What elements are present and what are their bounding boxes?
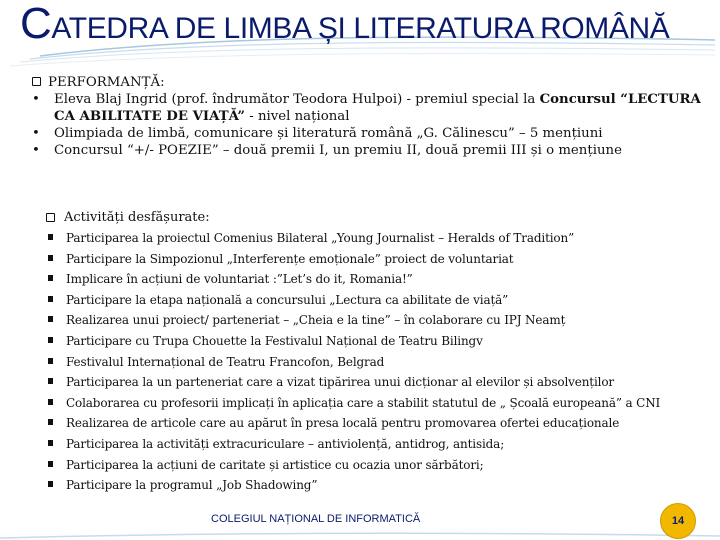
performance-heading: [32, 74, 702, 91]
activities-heading: [46, 209, 210, 226]
title-first-letter: C: [20, 0, 52, 48]
activity-text: Festivalul Internațional de Teatru Francofon, Belgrad: [66, 354, 385, 369]
footer-swoosh-decoration: [0, 530, 720, 540]
checkbox-bullet-icon: [46, 213, 55, 222]
page-number-badge: [660, 503, 696, 539]
list-item: [46, 435, 660, 456]
performance-section: [32, 74, 702, 159]
square-bullet-icon: [48, 399, 53, 405]
square-bullet-icon: [48, 440, 53, 446]
list-item: [46, 291, 660, 312]
activity-text: Participarea la un parteneriat care a vizat tipărirea unui dicționar al elevilor și absolvenților: [66, 375, 615, 390]
list-item: [46, 332, 660, 353]
list-item: [46, 373, 660, 394]
activity-text: Realizarea unui proiect/ parteneriat – „Cheia e la tine” – în colaborare cu IPJ Neamț: [66, 313, 566, 328]
list-item: [32, 91, 702, 125]
list-item: [46, 353, 660, 374]
list-item: [46, 456, 660, 477]
activity-text: Participare la Simpozionul „Interferențe emoționale” proiect de voluntariat: [66, 251, 514, 266]
bullet-icon: •: [32, 92, 40, 107]
list-item: [46, 311, 660, 332]
activities-list: [46, 229, 660, 497]
performance-item-bold: Concursul “LECTURA CA ABILITATE DE VIAȚĂ”: [54, 92, 701, 124]
list-item: [46, 250, 660, 271]
activity-text: Participarea la acțiuni de caritate și artistice cu ocazia unor sărbători;: [66, 457, 484, 472]
performance-heading-text: PERFORMANȚĂ:: [48, 75, 165, 90]
list-item: [46, 270, 660, 291]
page-title: [20, 2, 669, 51]
performance-item-tail: - nivel național: [245, 109, 350, 124]
square-bullet-icon: [48, 419, 53, 425]
list-item: [46, 414, 660, 435]
list-item: [32, 125, 702, 142]
performance-list: [32, 91, 702, 159]
activity-text: Realizarea de articole care au apărut în presa locală pentru promovarea ofertei educaționale: [66, 416, 620, 431]
activity-text: Participare la etapa națională a concursului „Lectura ca abilitate de viață”: [66, 292, 509, 307]
list-item: [46, 229, 660, 250]
activity-text: Participare la programul „Job Shadowing”: [66, 478, 318, 493]
square-bullet-icon: [48, 358, 53, 364]
square-bullet-icon: [48, 275, 53, 281]
square-bullet-icon: [48, 255, 53, 261]
square-bullet-icon: [48, 316, 53, 322]
square-bullet-icon: [48, 296, 53, 302]
square-bullet-icon: [48, 461, 53, 467]
performance-item-text: Eleva Blaj Ingrid (prof. îndrumător Teodora Hulpoi) - premiul special la: [54, 92, 540, 107]
activity-text: Participare cu Trupa Chouette la Festivalul Național de Teatru Bilingv: [66, 333, 483, 348]
footer-school-name: COLEGIUL NAȚIONAL DE INFORMATICĂ: [211, 513, 421, 525]
activity-text: Colaborarea cu profesorii implicați în aplicația care a stabilit statutul de „ Școală europeană” a CNI: [66, 395, 661, 410]
bullet-icon: •: [32, 126, 40, 141]
list-item: [32, 142, 702, 159]
list-item: [46, 394, 660, 415]
activity-text: Implicare în acțiuni de voluntariat :”Let’s do it, Romania!”: [66, 272, 413, 287]
activity-text: Participarea la activități extracuriculare – antiviolență, antidrog, antisida;: [66, 436, 505, 451]
activity-text: Participarea la proiectul Comenius Bilateral „Young Journalist – Heralds of Tradition”: [66, 231, 575, 245]
square-bullet-icon: [48, 234, 53, 240]
performance-item-text: Olimpiada de limbă, comunicare și literatură română „G. Călinescu” – 5 mențiuni: [54, 126, 603, 141]
list-item: [46, 476, 660, 497]
square-bullet-icon: [48, 481, 53, 487]
title-rest: ATEDRA DE LIMBA ȘI LITERATURA ROMÂNĂ: [51, 12, 670, 45]
page-number: 14: [671, 515, 685, 527]
bullet-icon: •: [32, 143, 40, 158]
square-bullet-icon: [48, 378, 53, 384]
activities-heading-text: Activități desfășurate:: [64, 210, 210, 225]
performance-item-text: Concursul “+/- POEZIE” – două premii I, un premiu II, două premii III și o mențiune: [54, 143, 622, 158]
square-bullet-icon: [48, 337, 53, 343]
checkbox-bullet-icon: [32, 77, 41, 86]
